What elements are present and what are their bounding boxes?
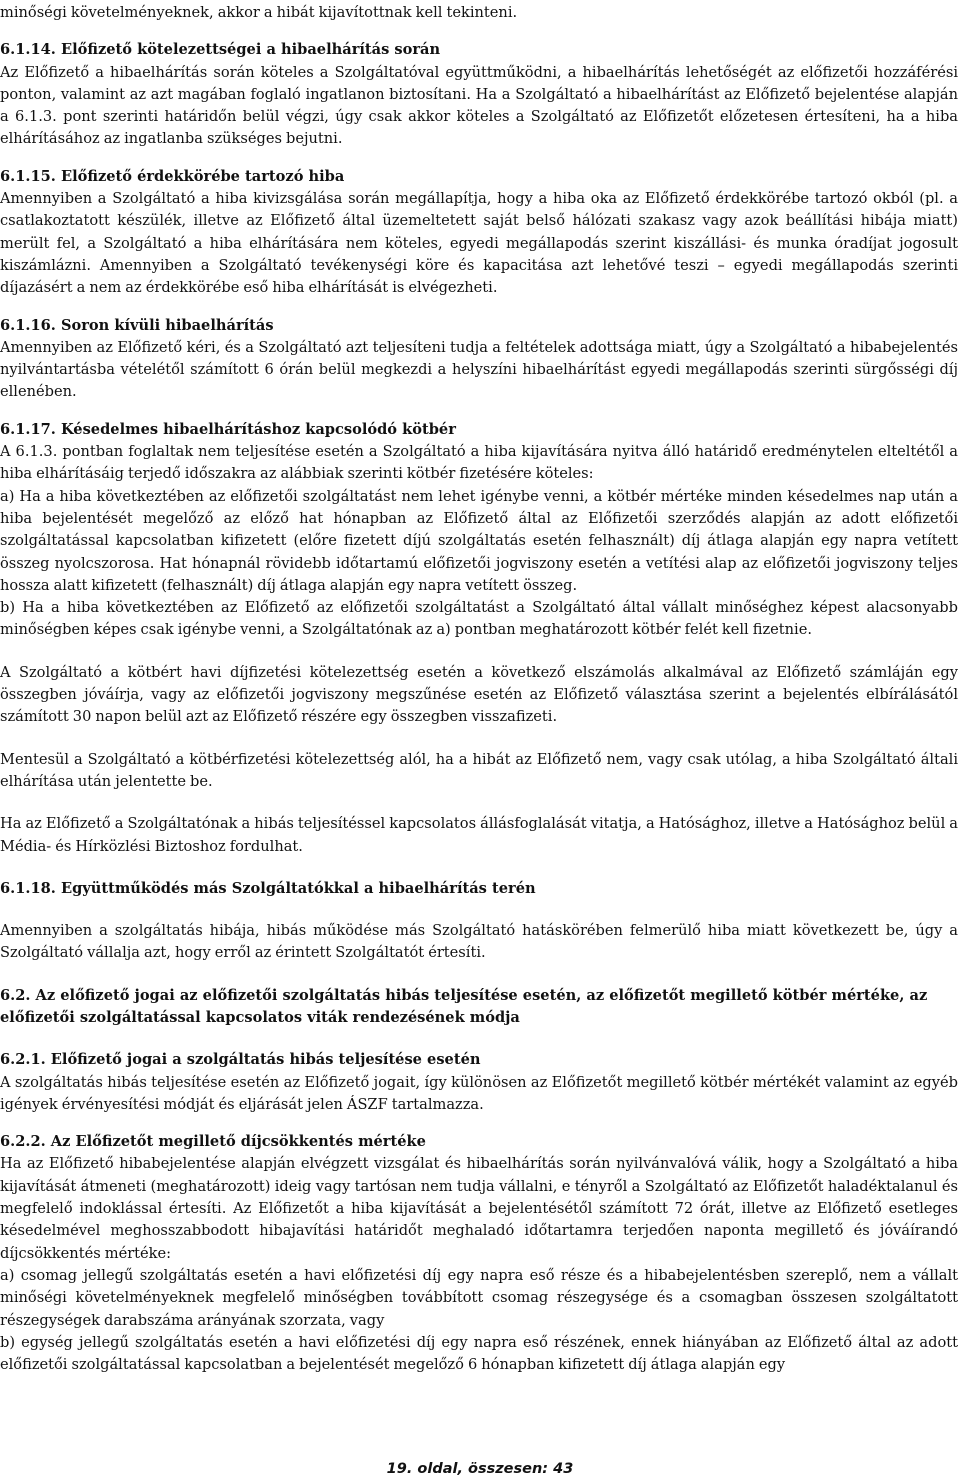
section-6-1-16-heading: 6.1.16. Soron kívüli hibaelhárítás	[0, 316, 274, 334]
section-6-1-17-heading: 6.1.17. Késedelmes hibaelhárításhoz kapcsolódó kötbér	[0, 420, 456, 438]
intro-tail-paragraph: minőségi követelményeknek, akkor a hibát kijavítottnak kell tekinteni.	[0, 4, 518, 21]
page-footer	[0, 1461, 960, 1477]
section-6-2-2-item-b: b) egység jellegű szolgáltatás esetén a havi előfizetési díj egy napra eső részének, ennek hiányában az Előfizető által az adott előfizetői szolgáltatással kapcsolatban a bejelentését megelőző 6 hónapban kifizetett díj átlaga alapján egy	[0, 1333, 958, 1374]
section-6-1-14-heading: 6.1.14. Előfizető kötelezettségei a hibaelhárítás során	[0, 41, 441, 59]
section-6-1-14-body: Az Előfizető a hibaelhárítás során köteles a Szolgáltatóval együttműködni, a hibaelhárítás lehetőségét az előfizetői hozzáférési ponton, valamint az azt magában foglaló ingatlanon biztosítani. Ha a Szolgáltató a hibaelhárítást az Előfizető bejelentése alapján a 6.1.3. pont szerinti határidőn belül végzi, úgy csak akkor köteles a Szolgáltató az Előfizetőt előzetesen értesíteni, ha a hiba elhárításához az ingatlanba szükséges bejutni.	[0, 63, 958, 148]
section-6-1-17-paragraph-1: A Szolgáltató a kötbért havi díjfizetési kötelezettség esetén a következő elszámolás alkalmával az Előfizető számláján egy összegben jóváírja, vagy az előfizetői jogviszony megszűnése esetén az Előfizető választása szerint a bejelentés elbírálásától számított 30 napon belül azt az Előfizető részére egy összegben visszafizeti.	[0, 663, 958, 726]
section-6-1-15-heading: 6.1.15. Előfizető érdekkörébe tartozó hiba	[0, 167, 345, 185]
section-6-2-2-item-a: a) csomag jellegű szolgáltatás esetén a havi előfizetési díj egy napra eső része és a hibabejelentésben szereplő, nem a vállalt minőségi követelményeknek megfelelő minőségben továbbított csomag részegysége és a csomagban összesen szolgáltatott részegységek darabszáma arányának szorzata, vagy	[0, 1266, 958, 1329]
section-6-1-17-item-a: a) Ha a hiba következtében az előfizetői szolgáltatást nem lehet igénybe venni, a kötbér mértéke minden késedelmes nap után a hiba bejelentését megelőző az előző hat hónapban az Előfizető által az Előfizetői szerződés alapján az adott előfizetői szolgáltatással kapcsolatban kifizetett (előre fizetett díjú szolgáltatás esetén felhasznált) díj átlaga alapján egy napra vetített összeg nyolcszorosa. Hat hónapnál rövidebb időtartamú előfizetői jogviszony esetén a vetítési alap az előfizetői jogviszony teljes hossza alatt kifizetett (felhasznált) díj átlaga alapján egy napra vetített összeg.	[0, 487, 958, 594]
section-6-1-15-body: Amennyiben a Szolgáltató a hiba kivizsgálása során megállapítja, hogy a hiba oka az Előfizető érdekkörébe tartozó okból (pl. a csatlakoztatott készülék, illetve az Előfizető által üzemeltetett saját belső hálózati szakasz vagy azok beállítási hibája miatt) merült fel, a Szolgáltató a hiba elhárítására nem köteles, egyedi megállapodás szerint kiszállási- és munka óradíjat jogosult kiszámlázni. Amennyiben a Szolgáltató tevékenységi köre és kapacitása azt lehetővé teszi – egyedi megállapodás szerinti díjazásért a nem az érdekkörébe eső hiba elhárítását is elvégezheti.	[0, 190, 958, 297]
section-6-1-16-body: Amennyiben az Előfizető kéri, és a Szolgáltató azt teljesíteni tudja a feltételek adottsága miatt, úgy a Szolgáltató a hibabejelentés nyilvántartásba vételétől számított 6 órán belül megkezdi a helyszíni hibaelhárítást egyedi megállapodás szerinti sürgősségi díj ellenében.	[0, 338, 958, 401]
document-body	[0, 2, 958, 1376]
section-6-1-17-item-b: b) Ha a hiba következtében az Előfizető az előfizetői szolgáltatást a Szolgáltató által vállalt minőséghez képest alacsonyabb minőségben képes csak igénybe venni, a Szolgáltatónak az a) pontban meghatározott kötbér felét kell fizetnie.	[0, 599, 958, 639]
section-6-2-2-heading: 6.2.2. Az Előfizetőt megillető díjcsökkentés mértéke	[0, 1133, 426, 1151]
section-6-2-1-heading: 6.2.1. Előfizető jogai a szolgáltatás hibás teljesítése esetén	[0, 1051, 481, 1069]
section-6-2-heading: 6.2. Az előfizető jogai az előfizetői szolgáltatás hibás teljesítése esetén, az előfizetőt megillető kötbér mértéke, az előfizetői szolgáltatással kapcsolatos viták rendezésének módja	[0, 986, 928, 1026]
section-6-1-17-paragraph-2: Mentesül a Szolgáltató a kötbérfizetési kötelezettség alól, ha a hibát az Előfizető nem, vagy csak utólag, a hiba Szolgáltató általi elhárítása után jelentette be.	[0, 750, 958, 790]
section-6-2-1-body: A szolgáltatás hibás teljesítése esetén az Előfizető jogait, így különösen az Előfizetőt megillető kötbér mértékét valamint az egyéb igények érvényesítési módját és eljárását jelen ÁSZF tartalmazza.	[0, 1073, 958, 1113]
section-6-1-17-intro: A 6.1.3. pontban foglaltak nem teljesítése esetén a Szolgáltató a hiba kijavítására nyitva álló határidő eredménytelen elteltétől a hiba elhárításáig terjedő időszakra az alábbiak szerinti kötbér fizetésére köteles:	[0, 443, 958, 483]
page-number-label: 19. oldal, összesen: 43	[386, 1461, 574, 1477]
section-6-1-17-paragraph-3: Ha az Előfizető a Szolgáltatónak a hibás teljesítéssel kapcsolatos állásfoglalását vitatja, a Hatósághoz, illetve a Hatósághoz belül a Média- és Hírközlési Biztoshoz fordulhat.	[0, 815, 958, 855]
section-6-1-18-heading: 6.1.18. Együttműködés más Szolgáltatókkal a hibaelhárítás terén	[0, 879, 536, 897]
section-6-1-18-body: Amennyiben a szolgáltatás hibája, hibás működése más Szolgáltató hatáskörében felmerülő hiba miatt következett be, úgy a Szolgáltató vállalja azt, hogy erről az érintett Szolgáltatót értesíti.	[0, 922, 958, 962]
section-6-2-2-body: Ha az Előfizető hibabejelentése alapján elvégzett vizsgálat és hibaelhárítás során nyilvánvalóvá válik, hogy a Szolgáltató a hiba kijavítását átmeneti (meghatározott) ideig vagy tartósan nem tudja vállalni, e tényről a Szolgáltató az Előfizetőt haladéktalanul és megfelelő indoklással értesíti. Az Előfizetőt a hiba kijavítását a bejelentésétől számított 72 órát, illetve az Előfizető esetleges késedelmével meghosszabbodott hibajavítási határidőt meghaladó időtartamra terjedően naponta megillető és jóváírandó díjcsökkentés mértéke:	[0, 1155, 958, 1262]
